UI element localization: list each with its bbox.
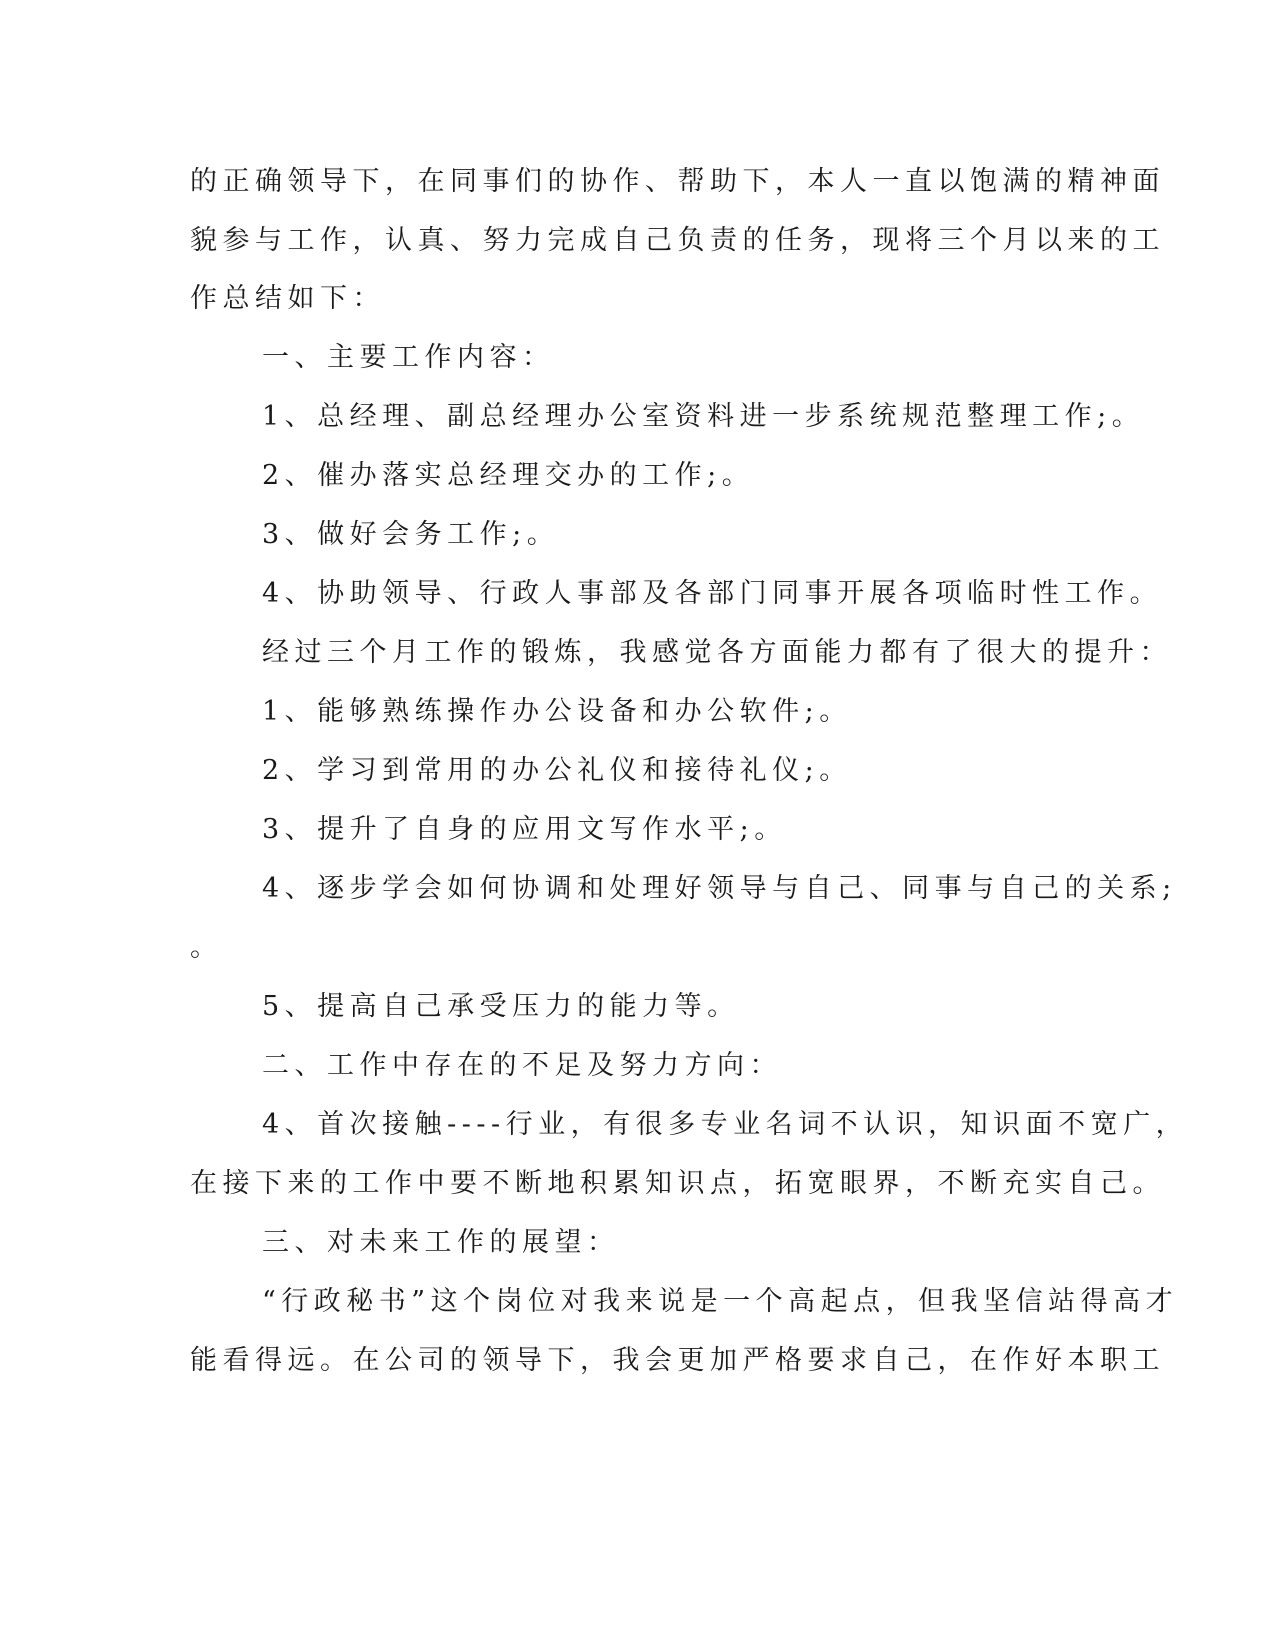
list-item: 3、提升了自身的应用文写作水平;。 [262,814,787,845]
list-item: 2、催办落实总经理交办的工作;。 [262,460,755,491]
paragraph-line: 貌参与工作，认真、努力完成自己负责的任务，现将三个月以来的工 [190,225,1165,256]
list-item: 5、提高自己承受压力的能力等。 [262,991,740,1022]
section-heading: 二、工作中存在的不足及努力方向： [262,1050,782,1081]
list-item: 3、做好会务工作;。 [262,519,560,550]
paragraph-line: 在接下来的工作中要不断地积累知识点，拓宽眼界，不断充实自己。 [190,1168,1165,1199]
list-item: 2、学习到常用的办公礼仪和接待礼仪;。 [262,755,852,786]
list-item: 1、总经理、副总经理办公室资料进一步系统规范整理工作;。 [262,401,1145,432]
list-item: 1、能够熟练操作办公设备和办公软件;。 [262,696,852,727]
paragraph-line: 。 [190,932,223,963]
paragraph-line: 的正确领导下，在同事们的协作、帮助下，本人一直以饱满的精神面 [190,166,1165,197]
paragraph-line: 能看得远。在公司的领导下，我会更加严格要求自己，在作好本职工 [190,1345,1165,1376]
section-heading: 一、主要工作内容： [262,342,555,373]
section-heading: 三、对未来工作的展望： [262,1227,620,1258]
paragraph-line: 作总结如下： [190,283,385,314]
list-item: 4、协助领导、行政人事部及各部门同事开展各项临时性工作。 [262,578,1163,609]
list-item: 4、逐步学会如何协调和处理好领导与自己、同事与自己的关系; [262,873,1177,904]
list-item: 4、首次接触----行业，有很多专业名词不认识，知识面不宽广， [262,1109,1189,1140]
paragraph-line: 经过三个月工作的锻炼，我感觉各方面能力都有了很大的提升： [262,637,1172,668]
paragraph-line: “行政秘书”这个岗位对我来说是一个高起点，但我坚信站得高才 [262,1286,1179,1317]
